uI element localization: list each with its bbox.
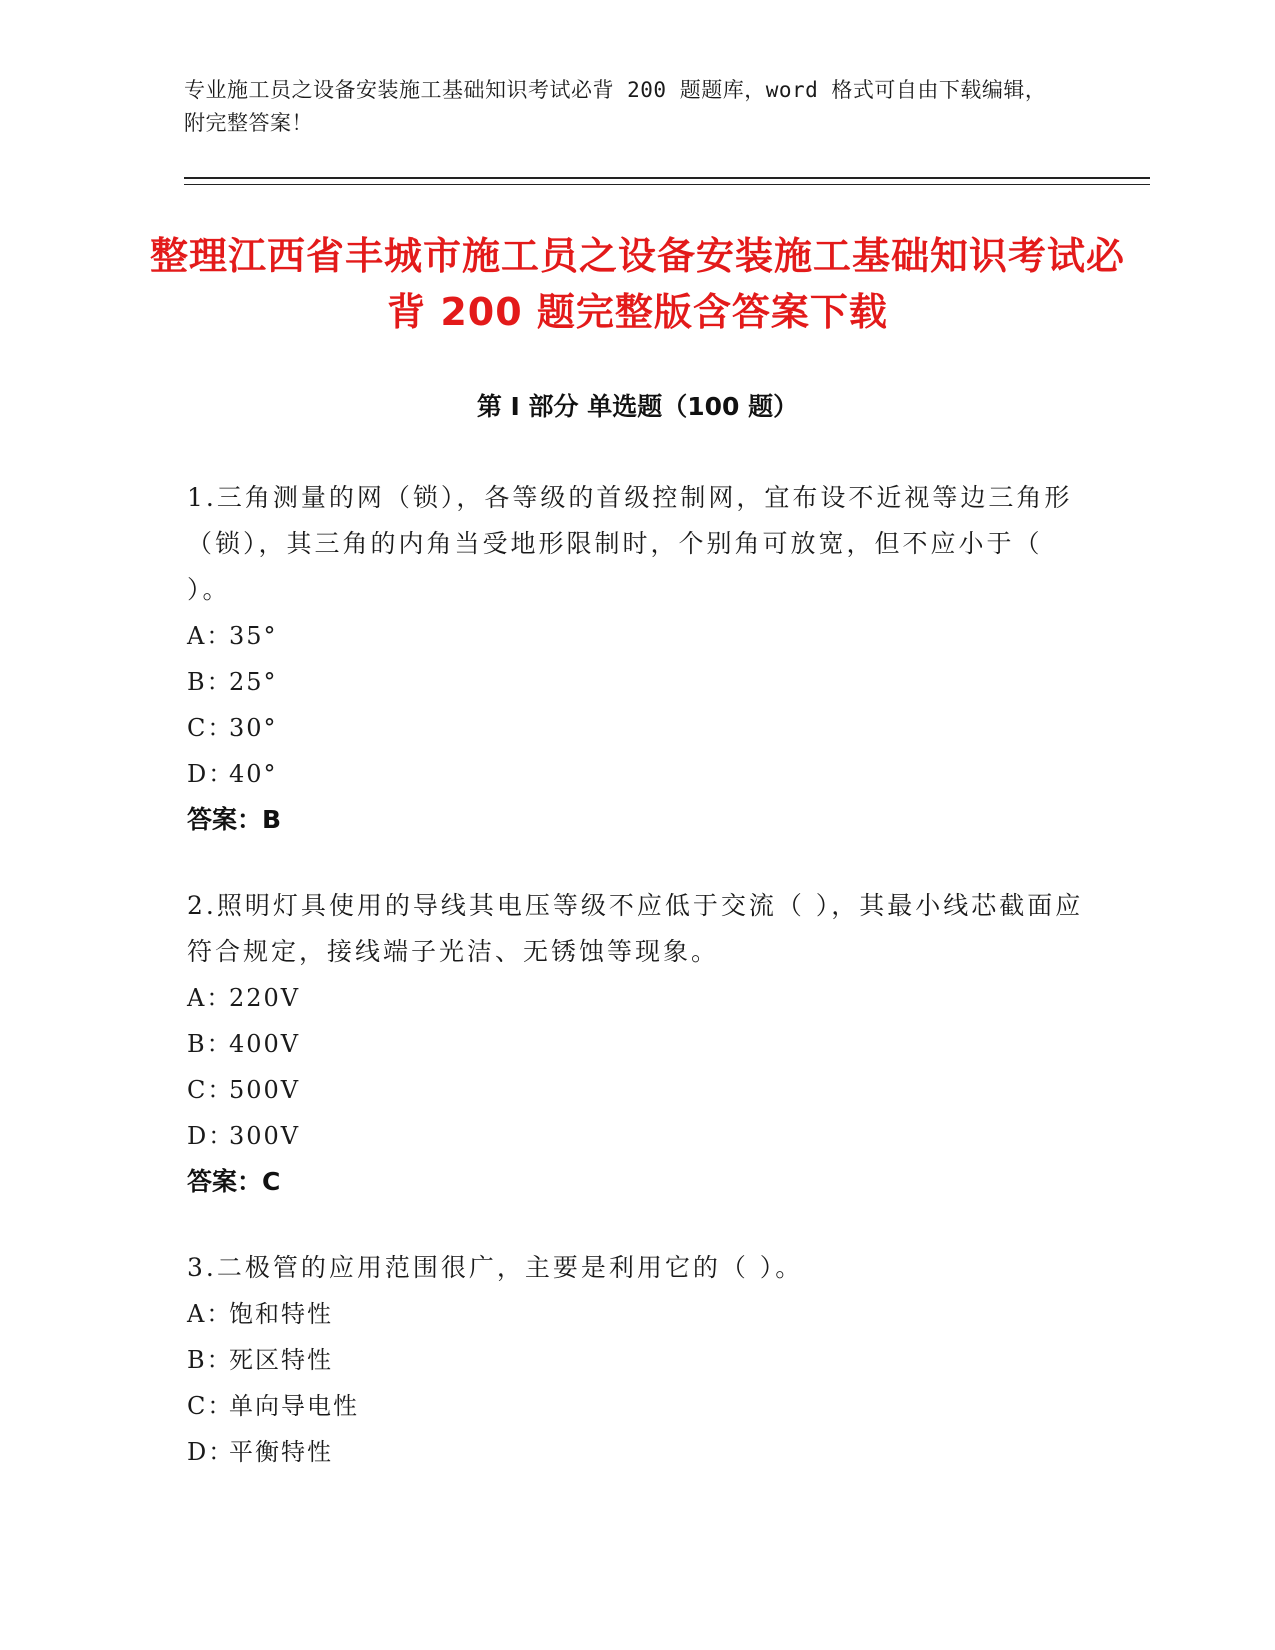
option-letter: A：: [187, 622, 233, 650]
option-letter: B：: [187, 1346, 233, 1374]
option-text: 死区特性: [229, 1346, 333, 1374]
question-list: [187, 475, 1087, 1515]
header-note: 专业施工员之设备安装施工基础知识考试必背 200 题题库，word 格式可自由下载编辑，附完整答案！: [184, 78, 1047, 135]
option-text: 220V: [229, 984, 301, 1012]
option-text: 40°: [229, 760, 278, 788]
answer-label: 答案：B: [187, 805, 282, 834]
option-text: 400V: [229, 1030, 301, 1058]
option-text: 单向导电性: [229, 1392, 359, 1420]
option-a: [187, 613, 1087, 659]
option-d: [187, 1113, 1087, 1159]
header-divider-thin: [184, 184, 1150, 185]
option-letter: C：: [187, 1076, 234, 1104]
section-title: 第 I 部分 单选题（100 题）: [476, 392, 799, 421]
question-text: 3.二极管的应用范围很广，主要是利用它的（ ）。: [187, 1253, 804, 1282]
option-b: [187, 659, 1087, 705]
option-text: 平衡特性: [229, 1438, 333, 1466]
question-3: [187, 1245, 1087, 1475]
option-letter: B：: [187, 668, 233, 696]
option-letter: D：: [187, 760, 235, 788]
option-d: [187, 1429, 1087, 1475]
option-a: [187, 975, 1087, 1021]
option-letter: D：: [187, 1438, 235, 1466]
option-b: [187, 1337, 1087, 1383]
option-letter: C：: [187, 714, 234, 742]
option-d: [187, 751, 1087, 797]
option-b: [187, 1021, 1087, 1067]
question-2: [187, 883, 1087, 1205]
document-title: 整理江西省丰城市施工员之设备安装施工基础知识考试必背 200 题完整版含答案下载: [149, 234, 1125, 334]
option-letter: D：: [187, 1122, 235, 1150]
option-text: 25°: [229, 668, 278, 696]
answer-label: 答案：C: [187, 1167, 281, 1196]
option-letter: C：: [187, 1392, 234, 1420]
question-1: [187, 475, 1087, 843]
option-text: 30°: [229, 714, 278, 742]
option-a: [187, 1291, 1087, 1337]
option-text: 35°: [229, 622, 278, 650]
option-letter: B：: [187, 1030, 233, 1058]
question-text: 2.照明灯具使用的导线其电压等级不应低于交流（ ），其最小线芯截面应符合规定，接线端子光洁、无锈蚀等现象。: [187, 891, 1084, 966]
header-divider-thick: [184, 177, 1150, 179]
option-text: 300V: [229, 1122, 301, 1150]
option-letter: A：: [187, 1300, 233, 1328]
question-text: 1.三角测量的网（锁），各等级的首级控制网，宜布设不近视等边三角形（锁），其三角的内角当受地形限制时，个别角可放宽，但不应小于（ ）。: [187, 483, 1073, 604]
option-text: 饱和特性: [229, 1300, 333, 1328]
option-text: 500V: [229, 1076, 301, 1104]
option-c: [187, 705, 1087, 751]
option-letter: A：: [187, 984, 233, 1012]
option-c: [187, 1383, 1087, 1429]
option-c: [187, 1067, 1087, 1113]
